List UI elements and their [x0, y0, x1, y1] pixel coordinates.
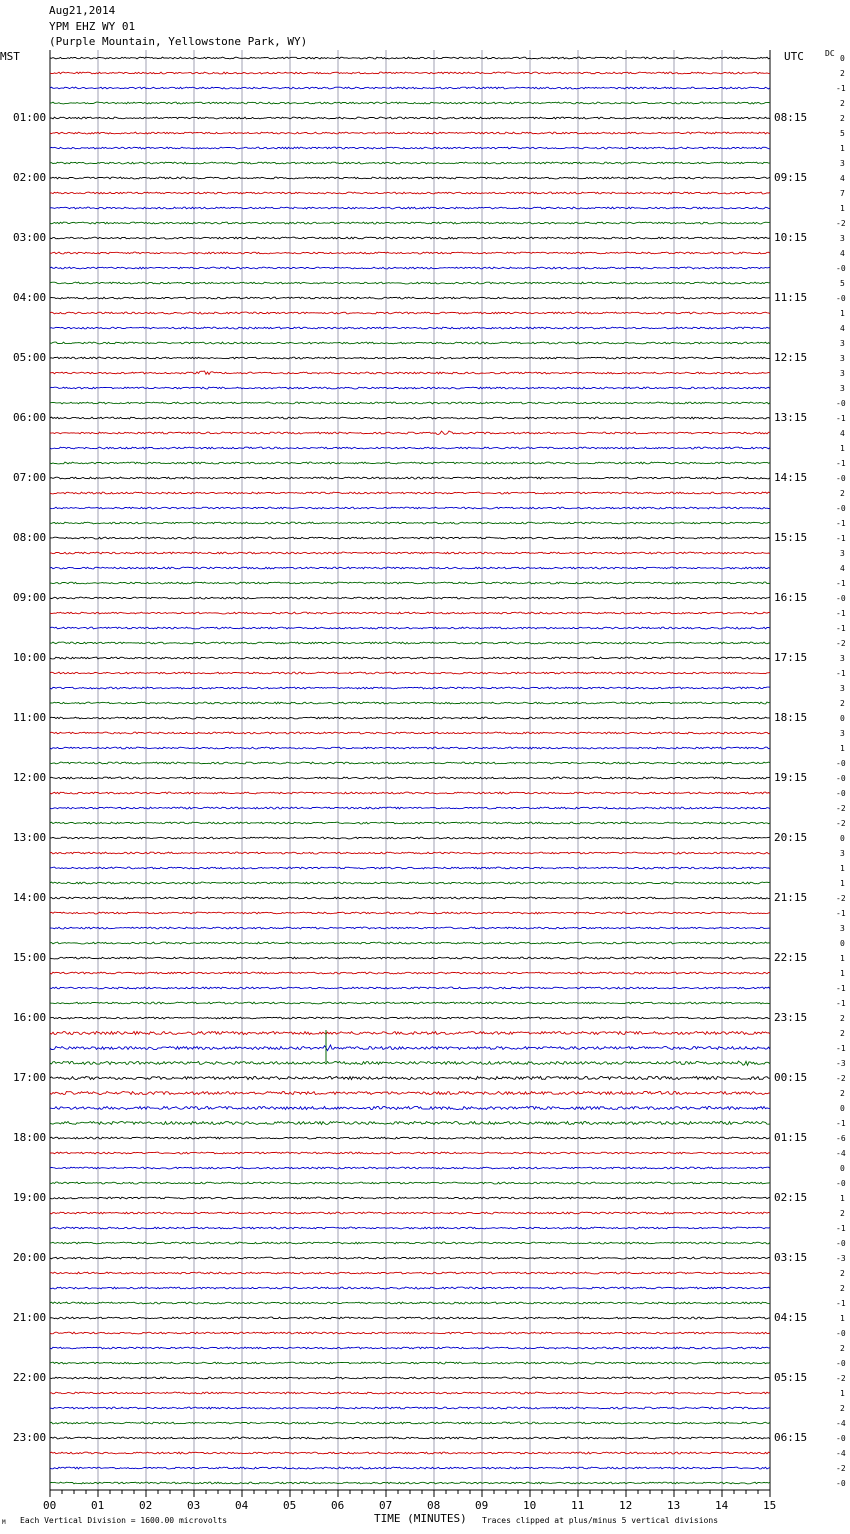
trace-83 — [50, 1302, 770, 1304]
x-tick-label: 01 — [91, 1499, 105, 1512]
dc-offset-value: 4 — [840, 249, 845, 258]
dc-offset-value: -0 — [836, 774, 846, 783]
dc-offset-value: -0 — [836, 789, 846, 798]
dc-offset-value: -1 — [836, 1224, 846, 1233]
trace-92 — [50, 1437, 770, 1439]
dc-offset-value: 2 — [840, 69, 845, 78]
trace-67 — [50, 1061, 770, 1065]
trace-4 — [50, 117, 770, 119]
dc-offset-value: 1 — [840, 1194, 845, 1203]
trace-17 — [50, 312, 770, 314]
right-hour-label: 22:15 — [774, 951, 808, 964]
dc-offset-value: 1 — [840, 864, 845, 873]
left-hour-label: 18:00 — [13, 1131, 47, 1144]
trace-93 — [50, 1452, 770, 1454]
dc-offset-value: -2 — [836, 219, 846, 228]
trace-50 — [50, 807, 770, 809]
trace-28 — [50, 477, 770, 479]
trace-55 — [50, 882, 770, 884]
dc-offset-value: -0 — [836, 504, 846, 513]
dc-offset-value: -2 — [836, 894, 846, 903]
trace-87 — [50, 1362, 770, 1364]
dc-offset-value: 3 — [840, 549, 845, 558]
trace-88 — [50, 1377, 770, 1379]
dc-offset-value: 2 — [840, 1209, 845, 1218]
trace-43 — [50, 702, 770, 704]
right-hour-label: 12:15 — [774, 351, 808, 364]
minute-grid — [50, 50, 770, 1490]
trace-95 — [50, 1482, 770, 1484]
trace-81 — [50, 1272, 770, 1274]
left-hour-label: 05:00 — [13, 351, 47, 364]
right-hour-label: 11:15 — [774, 291, 808, 304]
dc-offset-value: 2 — [840, 489, 845, 498]
dc-offset-value: 3 — [840, 369, 845, 378]
trace-62 — [50, 987, 770, 989]
dc-offset-value: 3 — [840, 339, 845, 348]
left-hour-label: 13:00 — [13, 831, 47, 844]
left-hour-label: 12:00 — [13, 771, 47, 784]
left-timezone-label: MST — [0, 50, 20, 63]
dc-offset-value: -1 — [836, 84, 846, 93]
dc-offset-value: 1 — [840, 1314, 845, 1323]
trace-59 — [50, 942, 770, 944]
right-hour-label: 03:15 — [774, 1251, 808, 1264]
right-hour-label: 16:15 — [774, 591, 808, 604]
dc-offset-value: 3 — [840, 354, 845, 363]
dc-offset-value: -2 — [836, 1464, 846, 1473]
left-hour-label: 07:00 — [13, 471, 47, 484]
trace-94 — [50, 1467, 770, 1469]
dc-offset-value: 3 — [840, 234, 845, 243]
trace-2 — [50, 87, 770, 89]
trace-32 — [50, 537, 770, 539]
x-tick-label: 00 — [43, 1499, 57, 1512]
dc-offset-value: 0 — [840, 834, 845, 843]
trace-70 — [50, 1107, 770, 1110]
x-axis-title: TIME (MINUTES) — [374, 1512, 467, 1525]
dc-offset-value: -0 — [836, 1434, 846, 1443]
trace-34 — [50, 567, 770, 569]
dc-offset-value: -3 — [836, 1059, 846, 1068]
dc-offset-value: 1 — [840, 969, 845, 978]
dc-offset-value: -1 — [836, 909, 846, 918]
trace-76 — [50, 1197, 770, 1199]
x-tick-label: 13 — [667, 1499, 681, 1512]
dc-offset-value: -1 — [836, 414, 846, 423]
right-hour-label: 15:15 — [774, 531, 808, 544]
trace-79 — [50, 1242, 770, 1244]
dc-offset-value: 2 — [840, 99, 845, 108]
dc-offset-value: -0 — [836, 399, 846, 408]
right-hour-label: 08:15 — [774, 111, 808, 124]
dc-offset-value: 1 — [840, 879, 845, 888]
trace-layer — [50, 57, 770, 1484]
right-hour-label: 18:15 — [774, 711, 808, 724]
dc-offset-value: -0 — [836, 759, 846, 768]
dc-offset-value: 2 — [840, 114, 845, 123]
dc-offset-value: 1 — [840, 309, 845, 318]
trace-66 — [50, 1045, 770, 1051]
x-tick-label: 14 — [715, 1499, 729, 1512]
dc-offset-value: -1 — [836, 579, 846, 588]
x-tick-label: 05 — [283, 1499, 297, 1512]
trace-26 — [50, 447, 770, 449]
trace-39 — [50, 642, 770, 644]
record-date: Aug21,2014 — [49, 4, 116, 17]
right-hour-label: 17:15 — [774, 651, 808, 664]
dc-offset-value: 1 — [840, 744, 845, 753]
trace-41 — [50, 672, 770, 674]
left-hour-label: 23:00 — [13, 1431, 47, 1444]
right-hour-label: 23:15 — [774, 1011, 808, 1024]
right-timezone-label: UTC — [784, 50, 804, 63]
right-hour-label: 09:15 — [774, 171, 808, 184]
trace-89 — [50, 1392, 770, 1394]
trace-1 — [50, 72, 770, 74]
trace-31 — [50, 522, 770, 524]
trace-27 — [50, 462, 770, 464]
x-tick-label: 15 — [763, 1499, 777, 1512]
trace-75 — [50, 1182, 770, 1184]
x-tick-label: 10 — [523, 1499, 537, 1512]
x-tick-label: 03 — [187, 1499, 201, 1512]
trace-51 — [50, 822, 770, 824]
trace-7 — [50, 162, 770, 164]
trace-35 — [50, 582, 770, 584]
trace-14 — [50, 267, 770, 269]
left-hour-label: 02:00 — [13, 171, 47, 184]
dc-offset-value: -1 — [836, 1044, 846, 1053]
trace-49 — [50, 792, 770, 794]
trace-53 — [50, 852, 770, 854]
trace-61 — [50, 972, 770, 974]
left-hour-label: 15:00 — [13, 951, 47, 964]
dc-offset-value: 1 — [840, 444, 845, 453]
dc-offset-value: -4 — [836, 1449, 846, 1458]
trace-90 — [50, 1407, 770, 1409]
right-hour-label: 21:15 — [774, 891, 808, 904]
dc-offset-value: -1 — [836, 609, 846, 618]
station-name: YPM EHZ WY 01 — [49, 20, 136, 33]
left-hour-label: 11:00 — [13, 711, 47, 724]
trace-74 — [50, 1167, 770, 1169]
right-hour-label: 14:15 — [774, 471, 808, 484]
trace-21 — [50, 371, 770, 374]
dc-offset-value: 3 — [840, 729, 845, 738]
dc-offset-value: -1 — [836, 1299, 846, 1308]
dc-offset-value: 2 — [840, 1269, 845, 1278]
dc-offset-value: 3 — [840, 384, 845, 393]
trace-24 — [50, 417, 770, 419]
dc-offset-value: -2 — [836, 1074, 846, 1083]
trace-80 — [50, 1257, 770, 1259]
dc-offset-value: -0 — [836, 1479, 846, 1488]
dc-offset-value: 0 — [840, 939, 845, 948]
trace-3 — [50, 102, 770, 104]
dc-offset-value: -3 — [836, 1254, 846, 1263]
trace-46 — [50, 747, 770, 749]
trace-56 — [50, 897, 770, 899]
dc-offset-value: 2 — [840, 1014, 845, 1023]
trace-73 — [50, 1152, 770, 1154]
trace-6 — [50, 147, 770, 149]
trace-47 — [50, 762, 770, 764]
dc-offset-value: 2 — [840, 1089, 845, 1098]
trace-52 — [50, 837, 770, 839]
right-hour-label: 04:15 — [774, 1311, 808, 1324]
trace-71 — [50, 1122, 770, 1125]
dc-offset-value: 1 — [840, 954, 845, 963]
trace-29 — [50, 492, 770, 494]
dc-offset-value: 2 — [840, 1344, 845, 1353]
left-hour-label: 03:00 — [13, 231, 47, 244]
dc-offset-value: 0 — [840, 1164, 845, 1173]
right-hour-label: 19:15 — [774, 771, 808, 784]
station-location: (Purple Mountain, Yellowstone Park, WY) — [49, 35, 308, 48]
trace-58 — [50, 927, 770, 929]
dc-offset-value: 4 — [840, 429, 845, 438]
trace-18 — [50, 327, 770, 329]
dc-offset-value: 0 — [840, 1104, 845, 1113]
x-tick-label: 12 — [619, 1499, 633, 1512]
dc-offset-value: 2 — [840, 1284, 845, 1293]
trace-42 — [50, 687, 770, 689]
right-hour-label: 02:15 — [774, 1191, 808, 1204]
trace-30 — [50, 507, 770, 509]
dc-offset-value: 3 — [840, 924, 845, 933]
trace-64 — [50, 1017, 770, 1019]
trace-84 — [50, 1317, 770, 1319]
dc-offset-value: -2 — [836, 804, 846, 813]
right-hour-label: 00:15 — [774, 1071, 808, 1084]
trace-77 — [50, 1212, 770, 1214]
dc-offset-value: 5 — [840, 279, 845, 288]
trace-85 — [50, 1332, 770, 1334]
clip-note: Traces clipped at plus/minus 5 vertical divisions — [482, 1516, 719, 1525]
trace-36 — [50, 597, 770, 599]
left-hour-label: 09:00 — [13, 591, 47, 604]
dc-offset-value: 3 — [840, 159, 845, 168]
left-hour-label: 19:00 — [13, 1191, 47, 1204]
dc-offset-value: 3 — [840, 654, 845, 663]
left-hour-label: 21:00 — [13, 1311, 47, 1324]
dc-offset-value: 2 — [840, 1404, 845, 1413]
dc-offset-value: -0 — [836, 474, 846, 483]
dc-offset-value: -1 — [836, 984, 846, 993]
dc-offset-value: 4 — [840, 324, 845, 333]
dc-offset-value: 2 — [840, 1029, 845, 1038]
dc-offset-value: -4 — [836, 1419, 846, 1428]
left-hour-label: 08:00 — [13, 531, 47, 544]
trace-65 — [50, 1032, 770, 1035]
right-hour-label: 10:15 — [774, 231, 808, 244]
x-tick-label: 11 — [571, 1499, 585, 1512]
trace-11 — [50, 222, 770, 224]
dc-offset-value: 3 — [840, 849, 845, 858]
dc-offset-value: 0 — [840, 714, 845, 723]
trace-22 — [50, 387, 770, 389]
dc-offset-value: -1 — [836, 999, 846, 1008]
trace-0 — [50, 57, 770, 59]
dc-offset-value: -0 — [836, 294, 846, 303]
dc-offset-value: -2 — [836, 1374, 846, 1383]
trace-54 — [50, 867, 770, 869]
trace-37 — [50, 612, 770, 614]
left-hour-label: 06:00 — [13, 411, 47, 424]
dc-offset-value: -1 — [836, 534, 846, 543]
trace-12 — [50, 237, 770, 239]
trace-23 — [50, 402, 770, 404]
trace-9 — [50, 192, 770, 194]
x-tick-label: 07 — [379, 1499, 393, 1512]
x-tick-label: 02 — [139, 1499, 153, 1512]
dc-offset-value: 3 — [840, 684, 845, 693]
dc-offset-value: -0 — [836, 594, 846, 603]
dc-offset-value: -4 — [836, 1149, 846, 1158]
dc-offset-value: -0 — [836, 1359, 846, 1368]
trace-16 — [50, 297, 770, 299]
trace-8 — [50, 177, 770, 179]
left-hour-label: 20:00 — [13, 1251, 47, 1264]
dc-offset-value: -2 — [836, 819, 846, 828]
dc-offset-value: 1 — [840, 1389, 845, 1398]
dc-offset-value: 4 — [840, 564, 845, 573]
x-tick-label: 04 — [235, 1499, 249, 1512]
trace-38 — [50, 627, 770, 629]
dc-offset-value: 0 — [840, 54, 845, 63]
trace-33 — [50, 552, 770, 554]
trace-5 — [50, 132, 770, 134]
x-axis — [50, 1490, 770, 1497]
x-tick-label: 08 — [427, 1499, 441, 1512]
trace-91 — [50, 1422, 770, 1424]
dc-header-label: DC — [825, 49, 835, 58]
left-hour-label: 10:00 — [13, 651, 47, 664]
dc-offset-value: -0 — [836, 1239, 846, 1248]
trace-63 — [50, 1002, 770, 1004]
left-hour-label: 04:00 — [13, 291, 47, 304]
dc-offset-value: -1 — [836, 1119, 846, 1128]
dc-offset-value: -0 — [836, 264, 846, 273]
scale-note: Each Vertical Division = 1600.00 microvolts — [20, 1516, 228, 1525]
trace-72 — [50, 1137, 770, 1139]
right-hour-label: 01:15 — [774, 1131, 808, 1144]
dc-offset-value: 1 — [840, 144, 845, 153]
dc-offset-value: 7 — [840, 189, 845, 198]
trace-69 — [50, 1092, 770, 1095]
left-hour-label: 22:00 — [13, 1371, 47, 1384]
dc-offset-value: 1 — [840, 204, 845, 213]
dc-offset-value: -1 — [836, 669, 846, 678]
left-hour-label: 17:00 — [13, 1071, 47, 1084]
dc-offset-value: 5 — [840, 129, 845, 138]
trace-13 — [50, 252, 770, 254]
trace-68 — [50, 1077, 770, 1080]
trace-44 — [50, 717, 770, 719]
trace-10 — [50, 207, 770, 209]
right-hour-label: 20:15 — [774, 831, 808, 844]
trace-86 — [50, 1347, 770, 1349]
trace-15 — [50, 282, 770, 284]
dc-offset-value: -2 — [836, 639, 846, 648]
dc-offset-value: -6 — [836, 1134, 846, 1143]
trace-48 — [50, 777, 770, 779]
dc-offset-value: -0 — [836, 1179, 846, 1188]
trace-57 — [50, 912, 770, 914]
right-hour-label: 05:15 — [774, 1371, 808, 1384]
dc-offset-value: -1 — [836, 459, 846, 468]
trace-25 — [50, 431, 770, 434]
left-hour-label: 16:00 — [13, 1011, 47, 1024]
dc-offset-value: -0 — [836, 1329, 846, 1338]
dc-offset-value: -1 — [836, 519, 846, 528]
trace-20 — [50, 357, 770, 359]
x-tick-label: 09 — [475, 1499, 489, 1512]
left-hour-label: 14:00 — [13, 891, 47, 904]
dc-offset-value: 4 — [840, 174, 845, 183]
trace-60 — [50, 957, 770, 959]
corner-mark: M — [2, 1519, 6, 1526]
right-hour-label: 06:15 — [774, 1431, 808, 1444]
trace-78 — [50, 1227, 770, 1229]
trace-19 — [50, 342, 770, 344]
trace-45 — [50, 732, 770, 734]
trace-40 — [50, 657, 770, 659]
right-hour-label: 13:15 — [774, 411, 808, 424]
trace-82 — [50, 1287, 770, 1289]
dc-offset-value: 2 — [840, 699, 845, 708]
x-tick-label: 06 — [331, 1499, 345, 1512]
dc-offset-value: -1 — [836, 624, 846, 633]
left-hour-label: 01:00 — [13, 111, 47, 124]
